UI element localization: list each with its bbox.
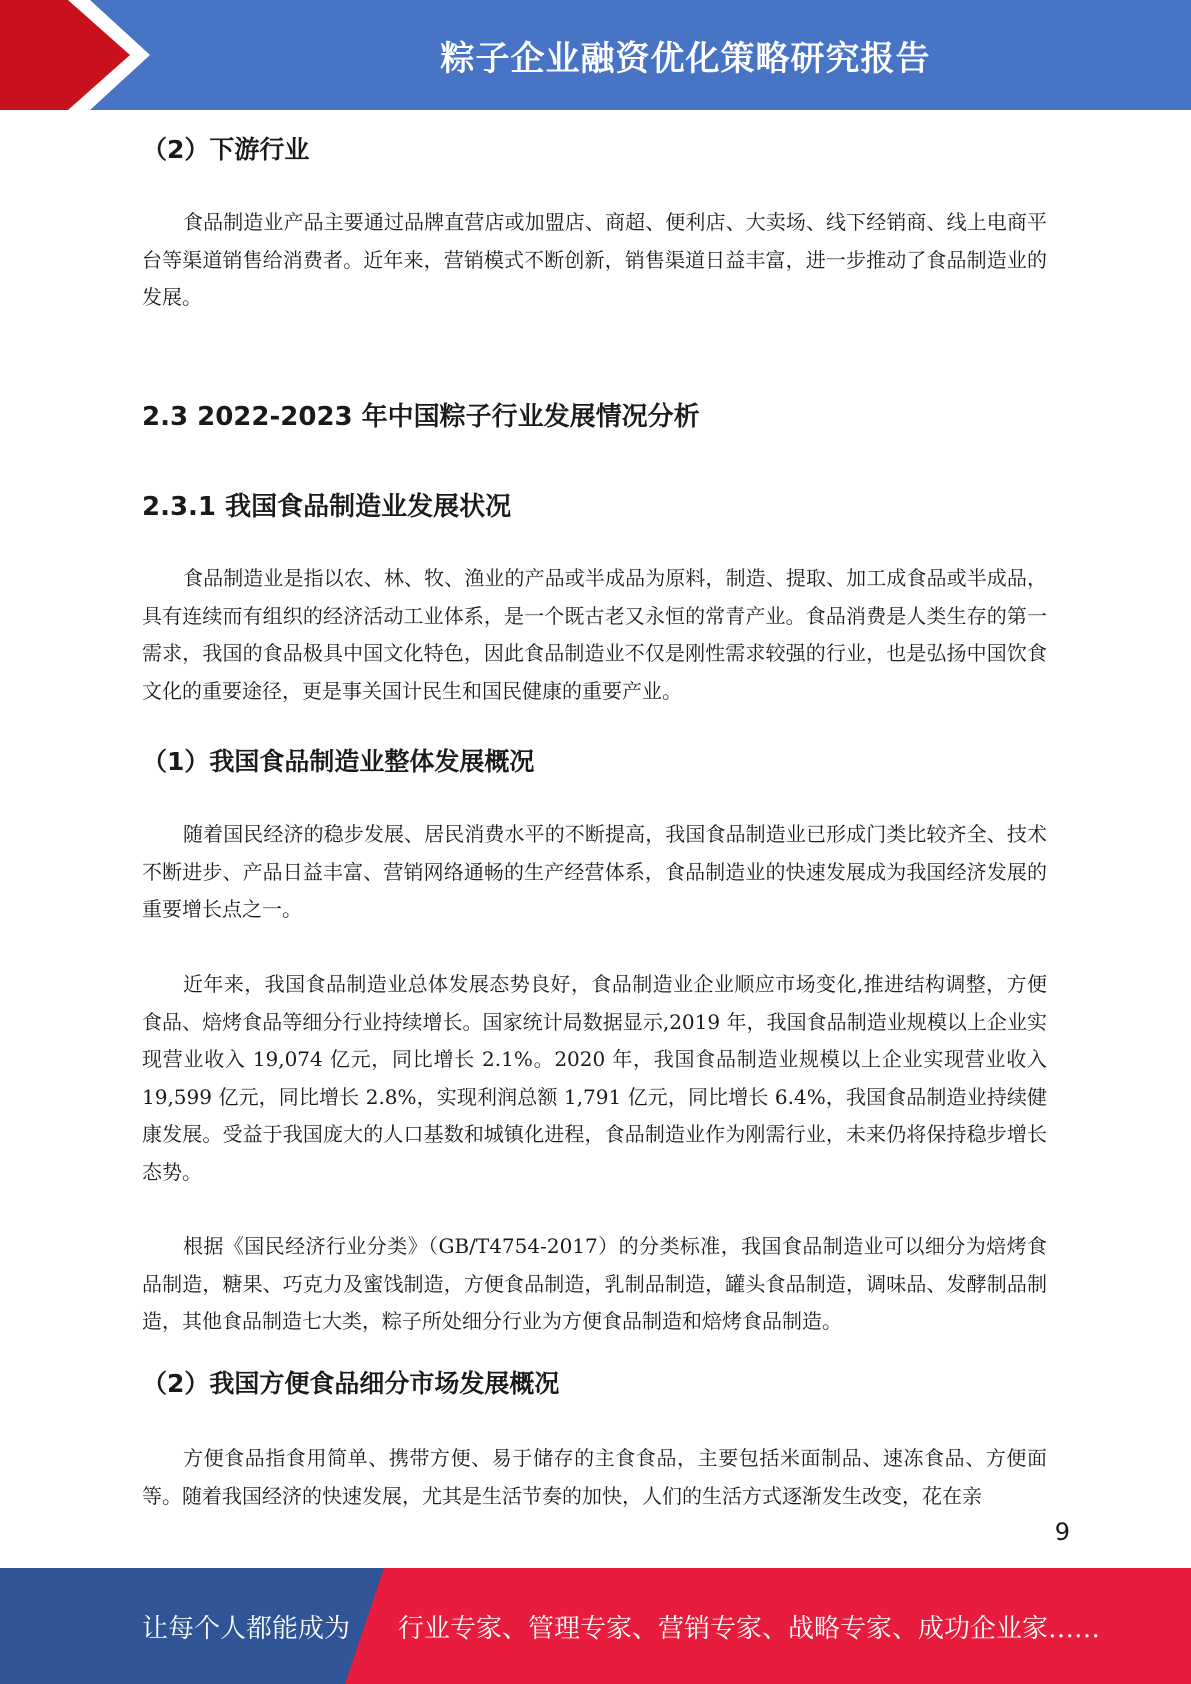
footer-slogan-right: 行业专家、管理专家、营销专家、战略专家、成功企业家…… [398, 1613, 1101, 1644]
subheading-downstream: （2）下游行业 [142, 135, 310, 164]
section-heading: 2.3 2022-2023 年中国粽子行业发展情况分析 [142, 402, 700, 432]
paragraph: 根据《国民经济行业分类》（GB/T4754-2017）的分类标准，我国食品制造业可以细分为焙烤食品制造，糖果、巧克力及蜜饯制造，方便食品制造，乳制品制造，罐头食品制造，调味品、发酵制品制造，其他食品制造七大类，粽子所处细分行业为方便食品制造和焙烤食品制造。 [142, 1234, 1047, 1333]
section-subheading: 2.3.1 我国食品制造业发展状况 [142, 492, 512, 522]
page-footer [0, 1568, 1191, 1684]
report-title: 粽子企业融资优化策略研究报告 [440, 38, 931, 79]
paragraph: 食品制造业产品主要通过品牌直营店或加盟店、商超、便利店、大卖场、线下经销商、线上电商平台等渠道销售给消费者。近年来，营销模式不断创新，销售渠道日益丰富，进一步推动了食品制造业的发展。 [142, 210, 1047, 309]
subheading-convenience-food: （2）我国方便食品细分市场发展概况 [142, 1369, 560, 1398]
header-arrow-decoration [0, 0, 160, 110]
page-header [0, 0, 1191, 110]
paragraph: 近年来，我国食品制造业总体发展态势良好，食品制造业企业顺应市场变化,推进结构调整，方便食品、焙烤食品等细分行业持续增长。国家统计局数据显示,2019 年，我国食品制造业规模以上企业实现营业收入 19,074 亿元，同比增长 2.1%。2020 年，我国食品制造业规模以上企业实现营业收入 19,599 亿元，同比增长 2.8%，实现利润总额 1,791 亿元，同比增长 6.4%，我国食品制造业持续健康发展。受益于我国庞大的人口基数和城镇化进程，食品制造业作为刚需行业，未来仍将保持稳步增长态势。 [142, 972, 1047, 1184]
paragraph: 食品制造业是指以农、林、牧、渔业的产品或半成品为原料，制造、提取、加工成食品或半成品，具有连续而有组织的经济活动工业体系，是一个既古老又永恒的常青产业。食品消费是人类生存的第一需求，我国的食品极具中国文化特色，因此食品制造业不仅是刚性需求较强的行业，也是弘扬中国饮食文化的重要途径，更是事关国计民生和国民健康的重要产业。 [142, 566, 1047, 703]
page-number: 9 [1054, 1518, 1070, 1546]
paragraph: 随着国民经济的稳步发展、居民消费水平的不断提高，我国食品制造业已形成门类比较齐全、技术不断进步、产品日益丰富、营销网络通畅的生产经营体系，食品制造业的快速发展成为我国经济发展的重要增长点之一。 [142, 822, 1047, 921]
paragraph: 方便食品指食用简单、携带方便、易于储存的主食食品，主要包括米面制品、速冻食品、方便面等。随着我国经济的快速发展，尤其是生活节奏的加快，人们的生活方式逐渐发生改变，花在亲 [142, 1446, 1047, 1508]
subheading-overall: （1）我国食品制造业整体发展概况 [142, 747, 535, 776]
footer-slogan-left: 让每个人都能成为 [142, 1613, 351, 1644]
